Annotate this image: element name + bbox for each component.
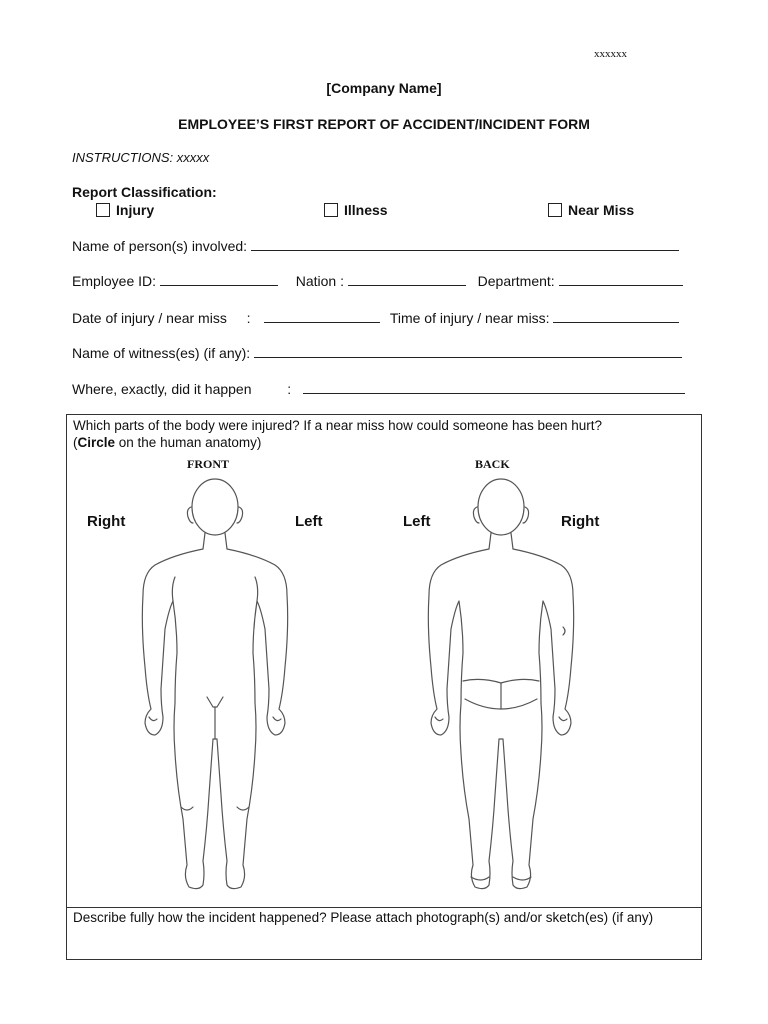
time-of-injury-label: Time of injury / near miss: (389, 310, 550, 326)
front-body-figure[interactable] (133, 477, 297, 903)
front-left-label: Left (295, 513, 323, 530)
date-of-injury-label: Date of injury / near miss (72, 310, 227, 326)
witnesses-label: Name of witness(es) (if any): (72, 345, 251, 361)
nation-field[interactable] (348, 273, 466, 286)
circle-instruction-rest: on the human anatomy) (115, 435, 262, 450)
form-title: EMPLOYEE’S FIRST REPORT OF ACCIDENT/INCIDENT FORM (178, 116, 590, 132)
persons-involved-label: Name of person(s) involved: (72, 238, 248, 254)
front-right-label: Right (87, 513, 126, 530)
date-colon: : (246, 310, 251, 326)
body-question-text: Which parts of the body were injured? If a near miss how could someone has been hurt? (73, 418, 603, 433)
date-time-row (72, 310, 679, 326)
checkbox-square-icon[interactable] (548, 203, 562, 217)
time-of-injury-field[interactable] (553, 310, 679, 323)
near-miss-checkbox[interactable] (548, 202, 634, 218)
persons-involved-field[interactable] (251, 238, 679, 251)
body-injury-section (66, 414, 702, 960)
form-reference: xxxxxx (594, 48, 627, 60)
department-field[interactable] (559, 273, 683, 286)
employee-id-field[interactable] (160, 273, 278, 286)
nation-label: Nation : (295, 273, 344, 289)
date-of-injury-field[interactable] (264, 310, 380, 323)
near-miss-option-label: Near Miss (568, 202, 635, 218)
describe-question: Describe fully how the incident happened? Please attach photograph(s) and/or sketch(es) (if any) (73, 910, 654, 925)
injury-option-label: Injury (116, 202, 155, 218)
instruction-paren: ( (73, 435, 78, 450)
where-row (72, 381, 685, 397)
checkbox-square-icon[interactable] (324, 203, 338, 217)
company-name: [Company Name] (326, 80, 442, 96)
front-view-label: FRONT (187, 457, 229, 471)
section-divider (67, 907, 701, 908)
illness-option-label: Illness (344, 202, 388, 218)
body-question (73, 417, 697, 451)
circle-instruction-bold: Circle (77, 435, 116, 450)
back-left-label: Left (403, 513, 431, 530)
where-colon: : (287, 381, 292, 397)
employee-id-label: Employee ID: (72, 273, 157, 289)
illness-checkbox[interactable] (324, 202, 388, 218)
department-label: Department: (477, 273, 555, 289)
where-label: Where, exactly, did it happen (72, 381, 252, 397)
checkbox-square-icon[interactable] (96, 203, 110, 217)
injury-checkbox[interactable] (96, 202, 154, 218)
employee-row (72, 273, 683, 289)
witness-row (72, 345, 682, 361)
witnesses-field[interactable] (254, 345, 682, 358)
persons-involved-row (72, 238, 679, 254)
report-classification-label: Report Classification: (72, 184, 217, 200)
back-view-label: BACK (475, 457, 510, 471)
back-body-figure[interactable] (419, 477, 583, 903)
where-field[interactable] (303, 381, 685, 394)
instructions: INSTRUCTIONS: xxxxx (72, 150, 210, 165)
back-right-label: Right (561, 513, 600, 530)
